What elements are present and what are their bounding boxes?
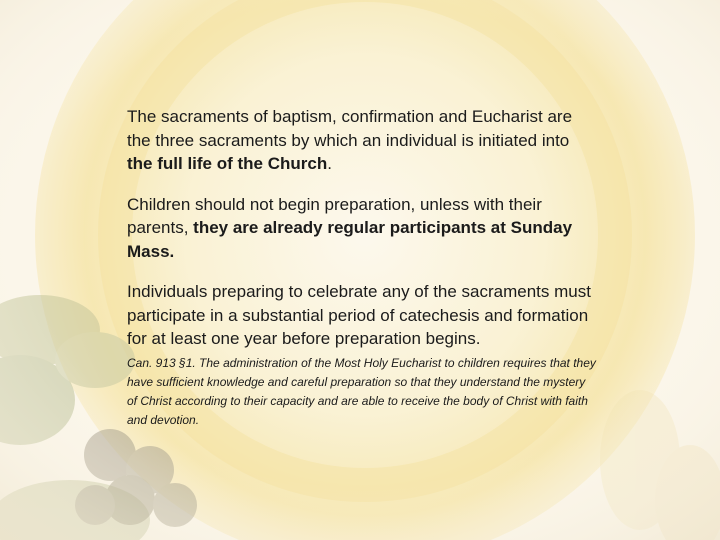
paragraph-initiation-text: The sacraments of baptism, confirmation and Eucharist are the three sacraments by which an individual is initiated into bbox=[127, 107, 573, 150]
canon-law-note: Can. 913 §1. The administration of the Most Holy Eucharist to children requires that they have sufficient knowledge and careful preparation so that they understand the mystery of Christ according to their capacity and are able to receive the body of Christ with faith and devotion. bbox=[127, 355, 596, 427]
paragraph-catechesis-text: Individuals preparing to celebrate any of the sacraments must participate in a substantial period of catechesis and formation for at least one year before preparation begins. bbox=[127, 282, 591, 348]
paragraph-initiation bbox=[127, 105, 597, 176]
paragraph-preparation-emphasis: they are already regular participants at Sunday Mass. bbox=[127, 218, 573, 261]
paragraph-initiation-tail: . bbox=[327, 154, 332, 173]
paragraph-preparation-text: Children should not begin preparation, unless with their parents, bbox=[127, 194, 542, 237]
paragraph-catechesis bbox=[127, 280, 597, 351]
paragraph-preparation bbox=[127, 193, 597, 264]
slide-body bbox=[127, 105, 597, 430]
paragraph-initiation-emphasis: the full life of the Church bbox=[127, 154, 328, 173]
